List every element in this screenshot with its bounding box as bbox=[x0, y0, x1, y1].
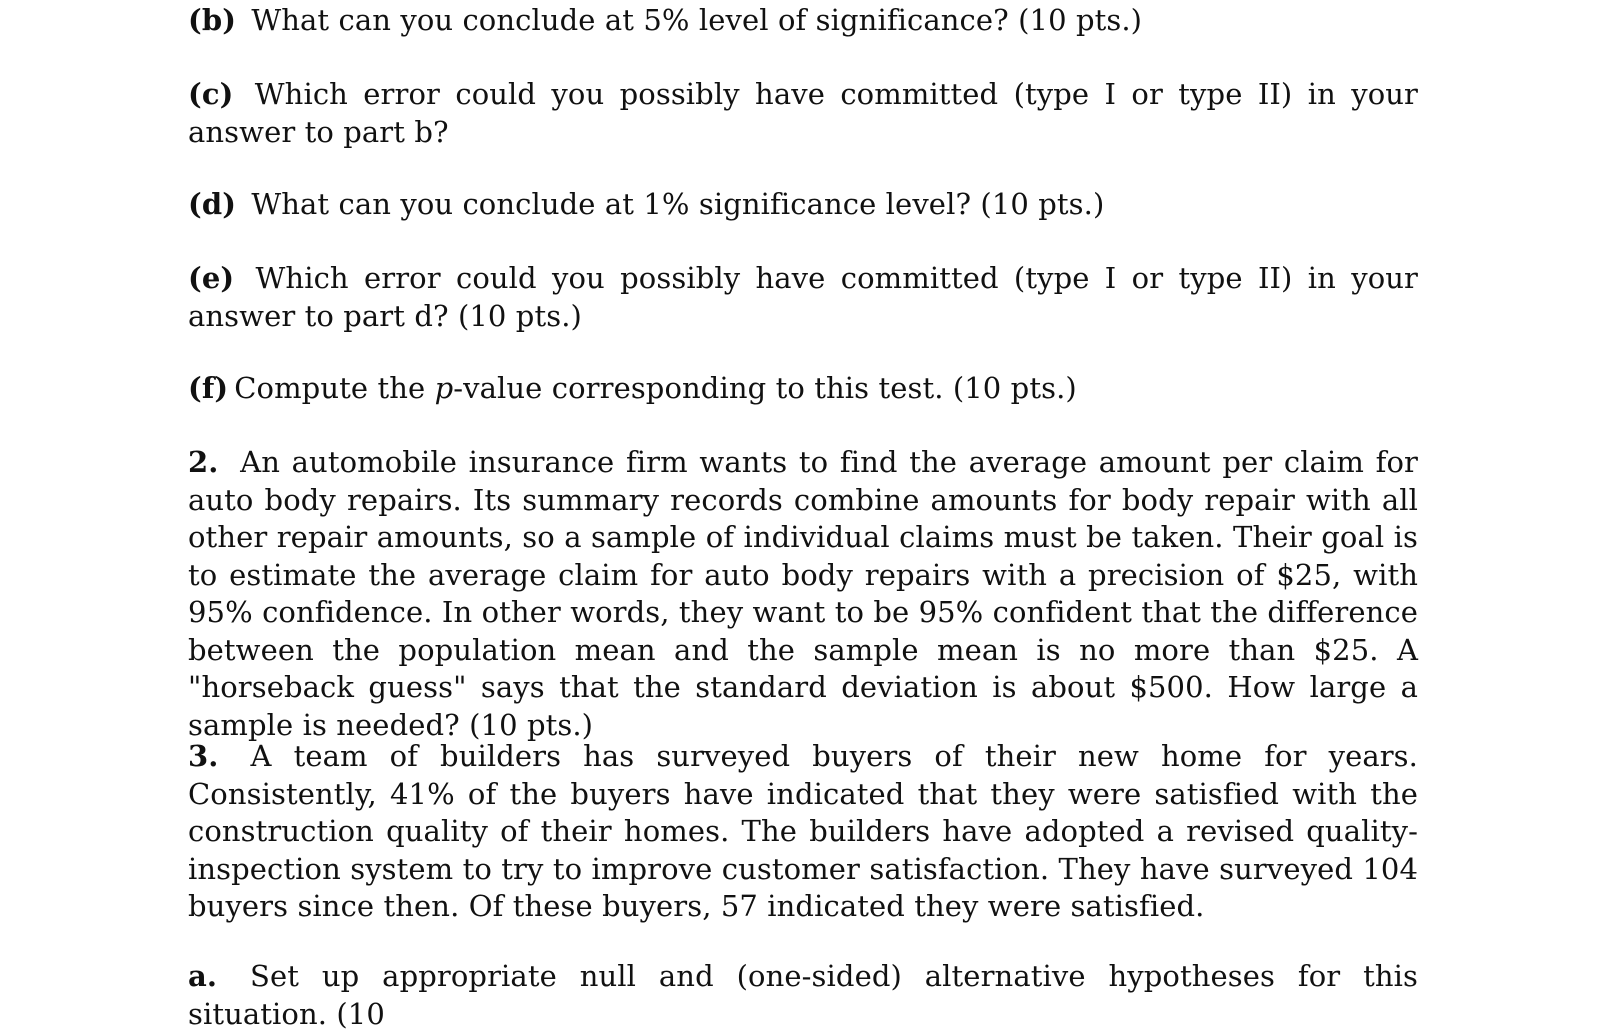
problem-3a-text: Set up appropriate null and (one-sided) alternative hypotheses for this situation. (10 bbox=[188, 959, 1418, 1031]
question-b-text: What can you conclude at 5% level of significance? (10 pts.) bbox=[251, 3, 1143, 37]
problem-2 bbox=[188, 444, 1418, 744]
question-b-label: (b) bbox=[188, 3, 237, 37]
question-d-label: (d) bbox=[188, 187, 237, 221]
question-f-label: (f) bbox=[188, 371, 229, 405]
question-e-label: (e) bbox=[188, 261, 235, 295]
question-c-text: Which error could you possibly have committed (type I or type II) in your answer to part b? bbox=[188, 77, 1418, 149]
question-e bbox=[188, 260, 1418, 335]
question-d-text: What can you conclude at 1% significance level? (10 pts.) bbox=[251, 187, 1105, 221]
question-c bbox=[188, 76, 1418, 151]
question-d bbox=[188, 186, 1418, 224]
question-e-text: Which error could you possibly have committed (type I or type II) in your answer to part d? (10 pts.) bbox=[188, 261, 1419, 333]
question-f-text-after: -value corresponding to this test. (10 pts.) bbox=[453, 371, 1077, 405]
question-f-text-before: Compute the bbox=[234, 371, 435, 405]
problem-3a bbox=[188, 958, 1418, 1033]
question-b bbox=[188, 2, 1418, 40]
problem-3-label: 3. bbox=[188, 739, 219, 773]
question-f-text-italic: p bbox=[434, 371, 454, 405]
problem-2-text: An automobile insurance firm wants to find the average amount per claim for auto body repairs. Its summary records combine amounts for body repair with all other repair amounts, so a sample of individual claims must be taken. Their goal is to estimate the average claim for auto body repairs with a precision of $25, with 95% confidence. In other words, they want to be 95% confident that the difference between the population mean and the sample mean is no more than $25. A "horseback guess" says that the standard deviation is about $500. How large a sample is needed? (10 pts.) bbox=[188, 445, 1418, 742]
question-f bbox=[188, 370, 1418, 408]
problem-3 bbox=[188, 738, 1418, 926]
question-c-label: (c) bbox=[188, 77, 234, 111]
problem-2-label: 2. bbox=[188, 445, 219, 479]
problem-3-text: A team of builders has surveyed buyers of their new home for years. Consistently, 41% of the buyers have indicated that they were satisfied with the construction quality of their homes. The builders have adopted a revised quality-inspection system to try to improve customer satisfaction. They have surveyed 104 buyers since then. Of these buyers, 57 indicated they were satisfied. bbox=[188, 739, 1418, 923]
problem-3a-label: a. bbox=[188, 959, 218, 993]
